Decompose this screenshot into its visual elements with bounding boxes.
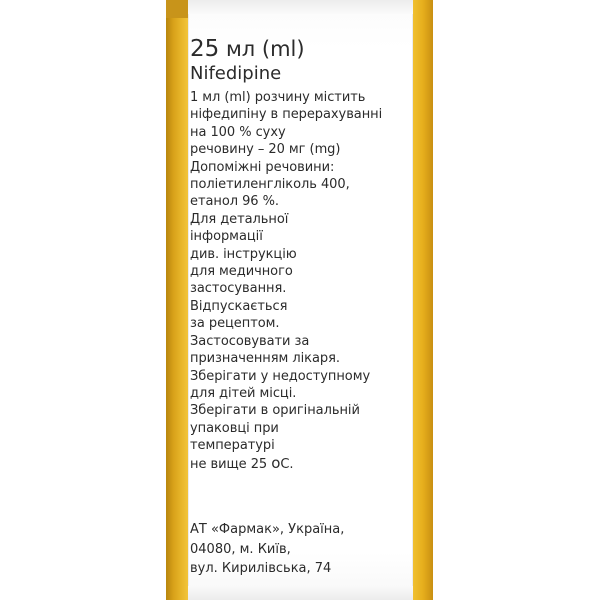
- composition-text: [190, 89, 408, 473]
- body-line: на 100 % суху: [190, 124, 286, 140]
- body-line: поліетиленгліколь 400,: [190, 177, 350, 193]
- volume-number: 25: [190, 36, 220, 62]
- body-line: для медичного: [190, 264, 293, 280]
- body-line: Для детальної: [190, 211, 289, 227]
- body-line: етанол 96 %.: [190, 194, 279, 210]
- panel-top-edge: [188, 0, 413, 14]
- body-line: ніфедипіну в перерахуванні: [190, 107, 383, 123]
- body-line: інформації: [190, 229, 263, 245]
- panel-bottom-edge: [188, 586, 413, 600]
- body-line: Допоміжні речовини:: [190, 159, 335, 175]
- body-line: температурі: [190, 438, 275, 454]
- label-text: [190, 36, 408, 473]
- body-line: Відпускається: [190, 298, 288, 314]
- temperature-degree: о: [271, 453, 281, 472]
- box-left-flap-top: [166, 0, 188, 18]
- body-line: для дітей місці.: [190, 385, 297, 401]
- box-right-flap: [413, 0, 433, 600]
- body-line: 1 мл (ml) розчину містить: [190, 90, 366, 105]
- body-line: Застосовувати за: [190, 333, 310, 349]
- body-line: призначенням лікаря.: [190, 351, 340, 367]
- volume-label: [190, 36, 408, 63]
- body-line: див. інструкцію: [190, 246, 297, 262]
- body-line: Зберігати у недоступному: [190, 368, 371, 384]
- box-left-flap: [166, 0, 188, 600]
- storage-temperature: [190, 455, 408, 473]
- temperature-unit: С.: [280, 456, 294, 472]
- body-line: застосування.: [190, 281, 287, 297]
- volume-unit: мл (ml): [219, 37, 305, 61]
- address-line: вул. Кирилівська, 74: [190, 561, 332, 576]
- body-line: за рецептом.: [190, 316, 280, 332]
- temperature-prefix: не вище 25: [190, 456, 272, 472]
- drug-name: Nifedipine: [190, 63, 282, 84]
- body-line: Зберігати в оригінальній: [190, 403, 360, 419]
- address-line: 04080, м. Київ,: [190, 541, 291, 557]
- body-line: упаковці при: [190, 420, 279, 436]
- address-line: АТ «Фармак», Україна,: [190, 522, 345, 537]
- body-line: речовину – 20 мг (mg): [190, 142, 341, 158]
- manufacturer-address: [190, 520, 408, 579]
